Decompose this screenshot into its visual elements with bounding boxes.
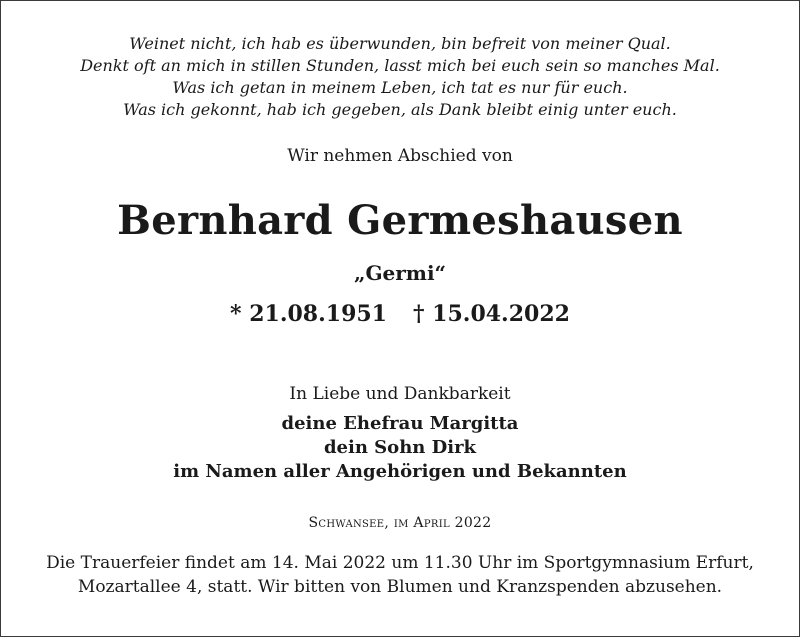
mourner-line: dein Sohn Dirk bbox=[323, 437, 477, 458]
service-line: Die Trauerfeier findet am 14. Mai 2022 um 11.30 Uhr im Sportgymnasium Erfurt, bbox=[46, 553, 754, 573]
death-date: † 15.04.2022 bbox=[413, 301, 570, 327]
mourners-list bbox=[1, 412, 799, 484]
poem-line: Denkt oft an mich in stillen Stunden, lasst mich bei euch sein so manches Mal. bbox=[80, 56, 720, 75]
love-line: In Liebe und Dankbarkeit bbox=[289, 384, 511, 404]
poem-line: Was ich getan in meinem Leben, ich tat es nur für euch. bbox=[172, 78, 628, 97]
mourner-line: im Namen aller Angehörigen und Bekannten bbox=[173, 461, 627, 482]
birth-date: * 21.08.1951 bbox=[230, 301, 387, 327]
deceased-name: Bernhard Germeshausen bbox=[117, 197, 683, 244]
poem-line: Weinet nicht, ich hab es überwunden, bin befreit von meiner Qual. bbox=[129, 34, 671, 53]
life-dates bbox=[1, 301, 799, 327]
service-line: Mozartallee 4, statt. Wir bitten von Blumen und Kranzspenden abzusehen. bbox=[77, 577, 723, 597]
mourner-line: deine Ehefrau Margitta bbox=[281, 413, 519, 434]
intro-text: Wir nehmen Abschied von bbox=[287, 146, 513, 166]
deceased-nickname: „Germi“ bbox=[353, 261, 447, 285]
poem-line: Was ich gekonnt, hab ich gegeben, als Dank bleibt einig unter euch. bbox=[123, 100, 677, 119]
poem bbox=[1, 33, 799, 121]
service-info bbox=[1, 551, 799, 599]
place-and-date: Schwansee, im April 2022 bbox=[308, 515, 492, 531]
